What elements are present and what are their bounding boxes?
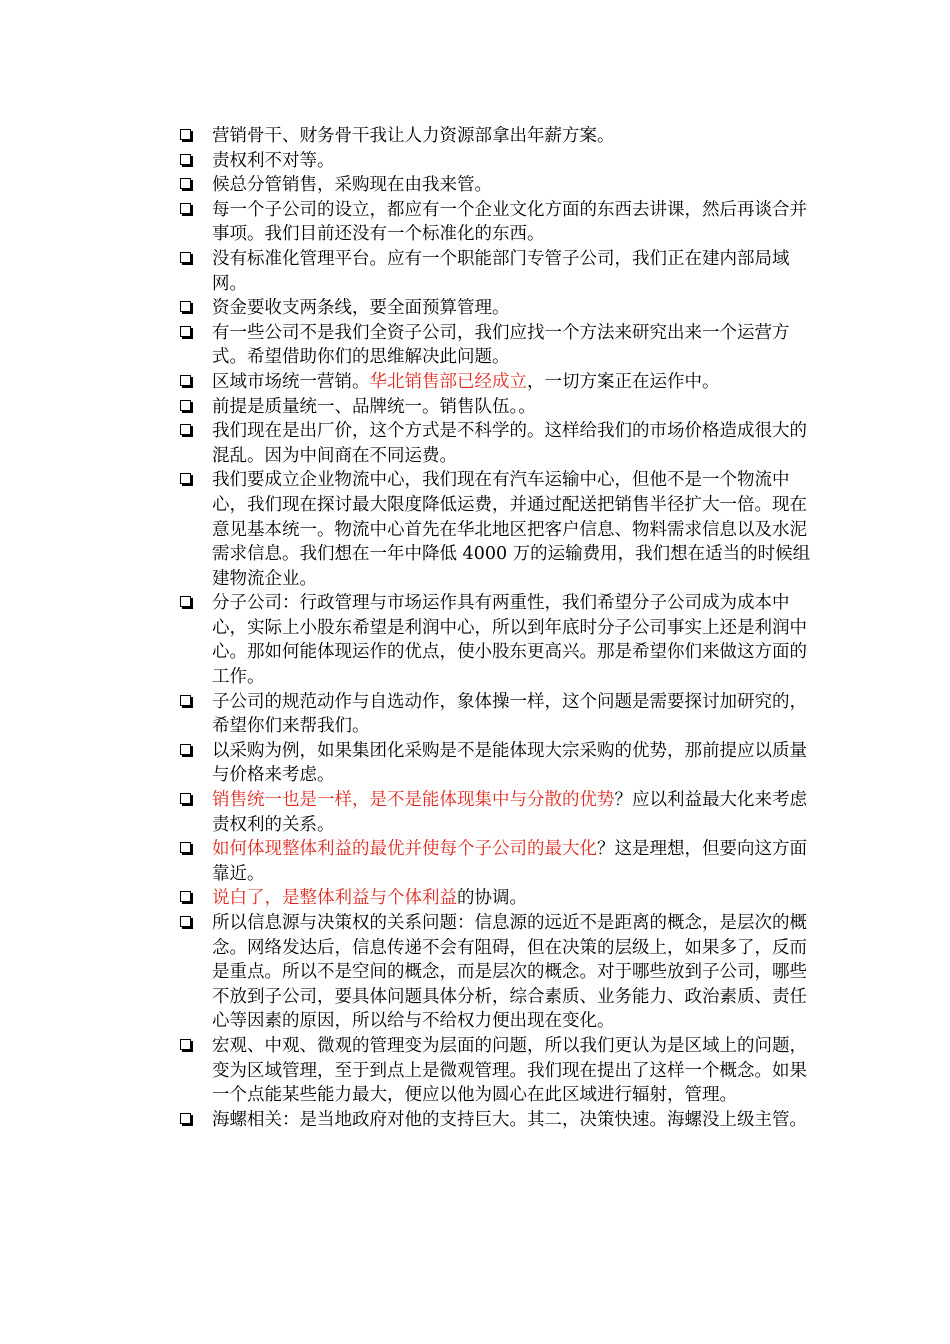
list-item [178, 198, 818, 247]
list-item-text: ？这是理想，但要向这方面靠近。 [212, 839, 807, 884]
highlighted-text: 如何体现整体利益的最优并使每个子公司的最大化 [212, 839, 597, 860]
checkbox-square-icon [180, 1039, 191, 1050]
list-item [178, 690, 818, 739]
checkbox-square-icon [180, 252, 191, 263]
list-item [178, 788, 818, 837]
checkbox-square-icon [180, 424, 191, 435]
list-item-text: ？应以利益最大化来考虑责权利的关系。 [212, 790, 807, 835]
list-item-text: 营销骨干、财务骨干我让人力资源部拿出年薪方案。 [212, 126, 615, 146]
list-item-text: ，一切方案正在运作中。 [527, 371, 720, 392]
list-item-text: 海螺相关：是当地政府对他的支持巨大。其二，决策快速。海螺没上级主管。 [212, 1109, 807, 1130]
list-item-text: 没有标准化管理平台。应有一个职能部门专管子公司，我们正在建内部局域网。 [212, 248, 790, 294]
list-item-text: 有一些公司不是我们全资子公司，我们应找一个方法来研究出来一个运营方式。希望借助你们的思维解决此问题。 [212, 322, 790, 368]
checkbox-square-icon [180, 916, 191, 927]
bullet-list [178, 124, 818, 1132]
list-item [178, 149, 818, 174]
list-item [178, 370, 818, 395]
list-item [178, 124, 818, 149]
list-item [178, 886, 818, 911]
list-item-text: 每一个子公司的设立，都应有一个企业文化方面的东西去讲课，然后再谈合并事项。我们目前还没有一个标准化的东西。 [212, 199, 807, 245]
list-item-text: 所以信息源与决策权的关系问题：信息源的远近不是距离的概念，是层次的概念。网络发达后，信息传递不会有阻碍，但在决策的层级上，如果多了，反而是重点。所以不是空间的概念，而是层次的概念。对于哪些放到子公司，哪些不放到子公司，要具体问题具体分析，综合素质、业务能力、政治素质、责任心等因素的原因，所以给与不给权力便出现在变化。 [212, 913, 807, 1032]
list-item-text: 子公司的规范动作与自选动作，象体操一样，这个问题是需要探讨加研究的，希望你们来帮我们。 [212, 691, 807, 737]
list-item-text: 分子公司：行政管理与市场运作具有两重性，我们希望分子公司成为成本中心，实际上小股东希望是利润中心，所以到年底时分子公司事实上还是利润中心。那如何能体现运作的优点，使小股东更高兴。那是希望你们来做这方面的工作。 [212, 593, 807, 688]
list-item [178, 837, 818, 886]
list-item [178, 591, 818, 689]
list-item [178, 1108, 818, 1133]
list-item [178, 321, 818, 370]
list-item [178, 296, 818, 321]
list-item [178, 1034, 818, 1108]
list-item-text: 区域市场统一营销。 [212, 371, 370, 392]
list-item [178, 419, 818, 468]
checkbox-square-icon [180, 203, 191, 214]
checkbox-square-icon [180, 695, 191, 706]
checkbox-square-icon [180, 326, 191, 337]
list-item [178, 468, 818, 591]
checkbox-square-icon [180, 301, 191, 312]
list-item [178, 247, 818, 296]
checkbox-square-icon [180, 891, 191, 902]
checkbox-square-icon [180, 1113, 191, 1124]
checkbox-square-icon [180, 473, 191, 484]
checkbox-square-icon [180, 400, 191, 411]
list-item [178, 173, 818, 198]
list-item-text: 责权利不对等。 [212, 150, 335, 171]
list-item [178, 739, 818, 788]
list-item-text: 候总分管销售，采购现在由我来管。 [212, 175, 492, 196]
list-item-text: 我们现在是出厂价，这个方式是不科学的。这样给我们的市场价格造成很大的混乱。因为中间商在不同运费。 [212, 421, 807, 466]
list-item-text: 前提是质量统一、品牌统一。销售队伍。。 [212, 396, 536, 417]
list-item-text: 我们要成立企业物流中心，我们现在有汽车运输中心，但他不是一个物流中心，我们现在探讨最大限度降低运费，并通过配送把销售半径扩大一倍。现在意见基本统一。物流中心首先在华北地区把客户信息、物料需求信息以及水泥需求信息。我们想在一年中降低 4000 万的运输费用，我们想在适当的时候组建物流企业。 [212, 470, 811, 589]
checkbox-square-icon [180, 375, 191, 386]
checkbox-square-icon [180, 178, 191, 189]
checkbox-square-icon [180, 154, 191, 165]
checkbox-square-icon [180, 744, 191, 755]
highlighted-text: 销售统一也是一样，是不是能体现集中与分散的优势 [212, 790, 615, 811]
list-item-text: 以采购为例，如果集团化采购是不是能体现大宗采购的优势，那前提应以质量与价格来考虑。 [212, 740, 807, 786]
list-item-text: 资金要收支两条线，要全面预算管理。 [212, 298, 510, 319]
highlighted-text: 华北销售部已经成立 [369, 371, 527, 392]
highlighted-text: 说白了，是整体利益与个体利益 [212, 888, 457, 909]
list-item-text: 的协调。 [457, 888, 527, 909]
list-item [178, 911, 818, 1034]
list-item-text: 宏观、中观、微观的管理变为层面的问题，所以我们更认为是区域上的问题，变为区域管理，至于到点上是微观管理。我们现在提出了这样一个概念。如果一个点能某些能力最大，便应以他为圆心在此区域进行辐射，管理。 [212, 1035, 807, 1106]
checkbox-square-icon [180, 793, 191, 804]
checkbox-square-icon [180, 596, 191, 607]
checkbox-square-icon [180, 129, 191, 140]
list-item [178, 395, 818, 420]
checkbox-square-icon [180, 842, 191, 853]
